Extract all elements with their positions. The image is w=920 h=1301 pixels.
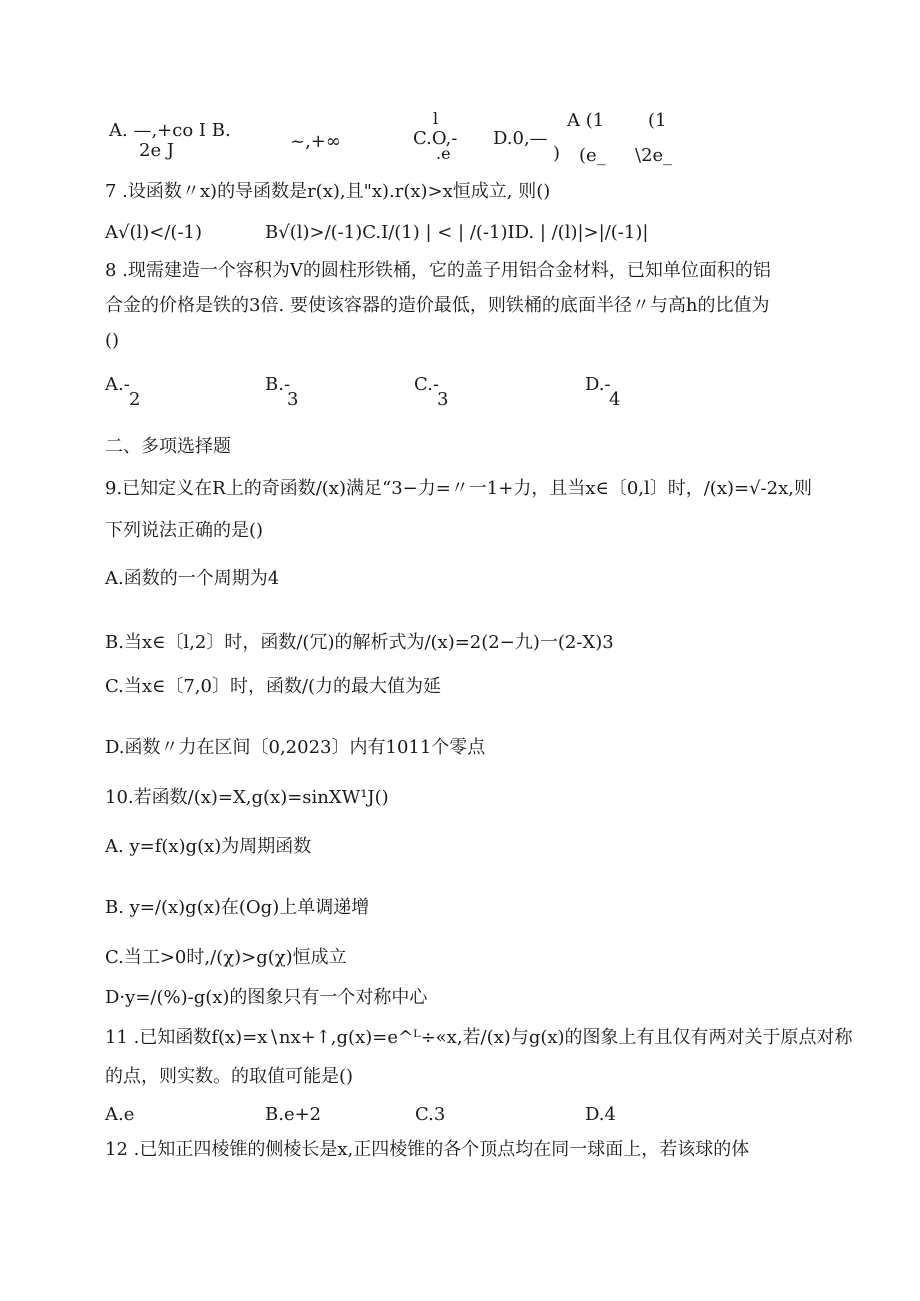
q11-option-a: A.e xyxy=(105,1104,135,1125)
q10-option-d: D·y=/(%)-g(x)的图象只有一个对称中心 xyxy=(105,987,428,1008)
q6-option-a-bottom: 2e J xyxy=(139,140,175,161)
q11-option-c: C.3 xyxy=(415,1104,446,1125)
q7-stem: 7 .设函数〃x)的导函数是r(x),且"x).r(x)>x恒成立, 则() xyxy=(105,181,551,202)
q9-option-c: C.当x∈〔7,0〕时，函数/(力的最大值为延 xyxy=(105,676,442,697)
q8-option-d: D.- xyxy=(585,374,611,395)
q8-line-1: 8 .现需建造一个容积为V的圆柱形铁桶，它的盖子用铝合金材料，已知单位面积的铝 xyxy=(105,260,771,281)
q8-option-b: B.- xyxy=(265,374,291,395)
q9-option-d: D.函数〃力在区间〔0,2023〕内有1011个零点 xyxy=(105,737,486,758)
q8-line-3: () xyxy=(105,330,120,351)
q6-option-a-top: A. —,+co I B. xyxy=(109,120,231,141)
q10-option-b: B. y=/(x)g(x)在(Og)上单调递增 xyxy=(105,897,370,918)
q8-option-c-denominator: 3 xyxy=(437,389,449,410)
q10-stem: 10.若函数/(x)=X,g(x)=sinXW¹J() xyxy=(105,787,389,808)
q11-line-1: 11 .已知函数f(x)=x∖nx+↑,g(x)=e^ᴸ÷«x,若/(x)与g(x)的图象上有且仅有两对关于原点对称 xyxy=(105,1027,853,1048)
q10-option-a: A. y=f(x)g(x)为周期函数 xyxy=(105,836,312,857)
q6-option-d: D.0,— xyxy=(493,128,548,149)
q6-fraction-top-1: A (1 xyxy=(567,110,605,131)
q6-option-c-bottom: .e xyxy=(436,144,451,163)
q6-fraction-top-2: (1 xyxy=(648,110,667,131)
q6-fraction-bottom-1: (e_ xyxy=(579,145,606,166)
q6-option-b: ~,+∞ xyxy=(290,131,341,152)
q8-option-d-denominator: 4 xyxy=(609,389,621,410)
q6-option-c-top: l xyxy=(433,109,439,128)
q12-line-1: 12 .已知正四棱锥的侧棱长是x,正四棱锥的各个顶点均在同一球面上，若该球的体 xyxy=(105,1139,750,1160)
q8-option-a: A.- xyxy=(105,374,130,395)
q11-option-d: D.4 xyxy=(585,1104,616,1125)
q8-option-b-denominator: 3 xyxy=(287,389,299,410)
q9-line-1: 9.已知定义在R上的奇函数/(x)满足“3−力=〃一1+力，且当x∈〔0,l〕时，/(x)=√-2x,则 xyxy=(105,478,812,499)
q7-option-a: A√(l)</(-1) xyxy=(105,222,202,243)
section-heading: 二、多项选择题 xyxy=(105,436,231,457)
q8-line-2: 合金的价格是铁的3倍. 要使该容器的造价最低，则铁桶的底面半径〃与高h的比值为 xyxy=(105,295,770,316)
q9-option-a: A.函数的一个周期为4 xyxy=(105,568,280,589)
q6-fraction-bottom-2: \2e_ xyxy=(635,145,673,166)
q10-option-c: C.当工>0时,/(χ)>g(χ)恒成立 xyxy=(105,947,347,968)
q11-line-2: 的点，则实数。的取值可能是() xyxy=(105,1066,354,1087)
q8-option-a-denominator: 2 xyxy=(129,389,141,410)
q9-line-2: 下列说法正确的是() xyxy=(105,520,264,541)
q11-option-b: B.e+2 xyxy=(265,1104,322,1125)
q7-options-bcd: B√(l)>/(-1)C.I/(1) | < | /(-1)ID. | /(l)|>|/(-1)| xyxy=(265,222,649,243)
q9-option-b: B.当x∈〔l,2〕时，函数/(冗)的解析式为/(x)=2(2−九)一(2-X)3 xyxy=(105,632,614,653)
q6-option-d-paren: ) xyxy=(553,143,561,164)
q6-option-c: C.O,- xyxy=(413,128,458,149)
q8-option-c: C.- xyxy=(414,374,439,395)
